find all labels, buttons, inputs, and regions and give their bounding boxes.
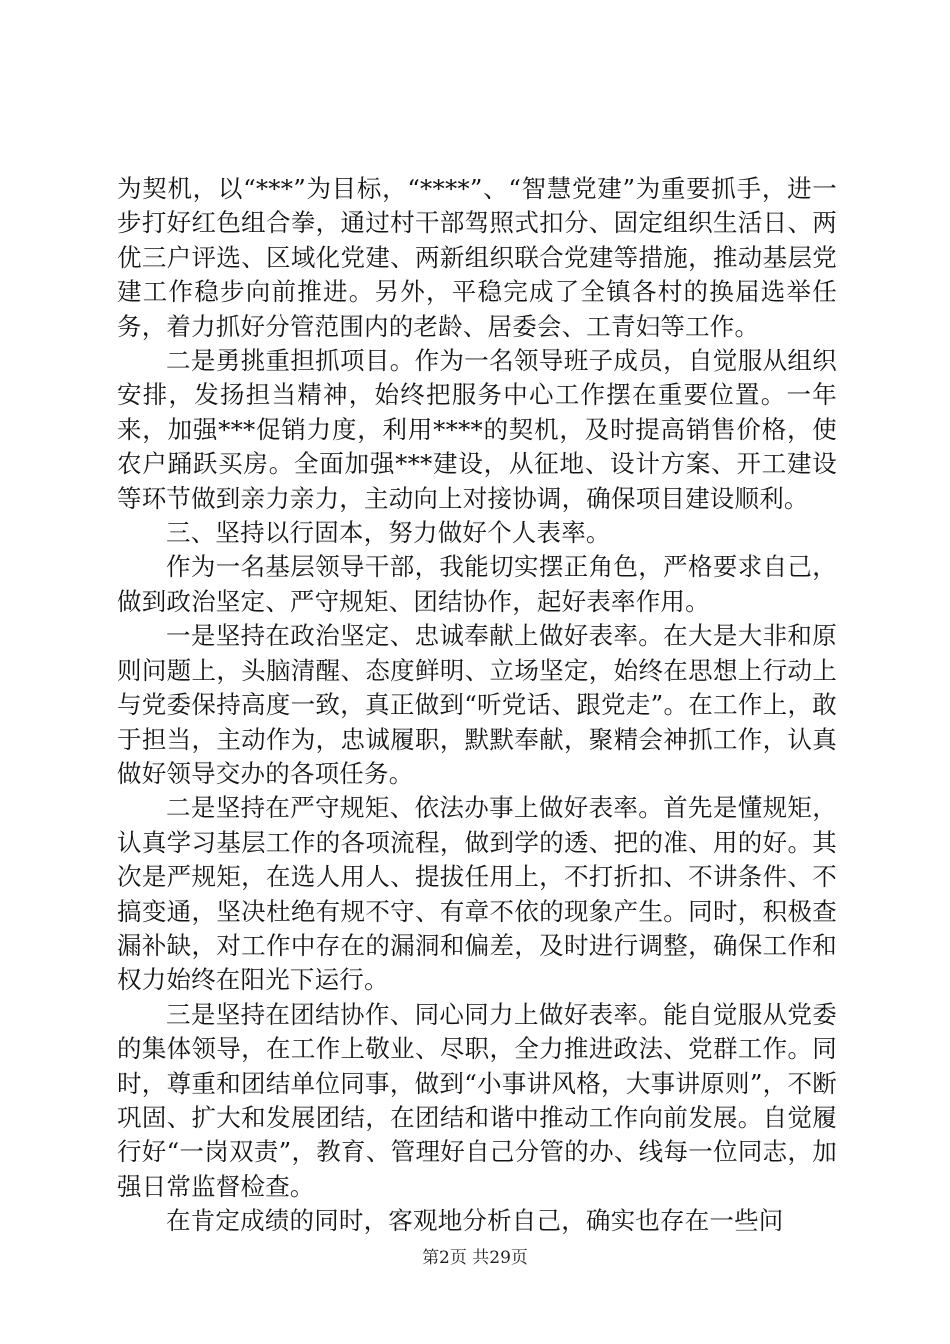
paragraph-unity: 三是坚持在团结协作、同心同力上做好表率。能自觉服从党委的集体领导，在工作上敬业、尽职，全力推进政法、党群工作。同时，尊重和团结单位同事，做到“小事讲风格，大事讲原则”，不断巩固、扩大和发展团结，在团结和谐中推动工作向前发展。自觉履行好“一岗双责”，教育、管理好自己分管的办、线每一位同志，加强日常监督检查。	[117, 999, 837, 1201]
paragraph-political-loyalty: 一是坚持在政治坚定、忠诚奉献上做好表率。在大是大非和原则问题上，头脑清醒、态度鲜明、立场坚定，始终在思想上行动上与党委保持高度一致，真正做到“听党话、跟党走”。在工作上，敢于担当，主动作为，忠诚履职，默默奉献，聚精会神抓工作，认真做好领导交办的各项任务。	[117, 621, 837, 788]
paragraph-rules-law: 二是坚持在严守规矩、依法办事上做好表率。首先是懂规矩，认真学习基层工作的各项流程，做到学的透、把的准、用的好。其次是严规矩，在选人用人、提拔任用上，不打折扣、不讲条件、不搞变通，坚决杜绝有规不守、有章不依的现象产生。同时，积极查漏补缺，对工作中存在的漏洞和偏差，及时进行调整，确保工作和权力始终在阳光下运行。	[117, 793, 837, 995]
paragraph-role-model: 作为一名基层领导干部，我能切实摆正角色，严格要求自己，做到政治坚定、严守规矩、团结协作，起好表率作用。	[117, 552, 837, 616]
page-number-footer: 第2页 共29页	[422, 1248, 528, 1268]
paragraph-projects: 二是勇挑重担抓项目。作为一名领导班子成员，自觉服从组织安排，发扬担当精神，始终把服务中心工作摆在重要位置。一年来，加强***促销力度，利用****的契机，及时提高销售价格，使农户踊跃买房。全面加强***建设，从征地、设计方案、开工建设等环节做到亲力亲力，主动向上对接协调，确保项目建设顺利。	[117, 346, 837, 513]
paragraph-continuation: 为契机，以“***”为目标，“****”、“智慧党建”为重要抓手，进一步打好红色组合拳，通过村干部驾照式扣分、固定组织生活日、两优三户评选、区域化党建、两新组织联合党建等措施，推动基层党建工作稳步向前推进。另外，平稳完成了全镇各村的换届选举任务，着力抓好分管范围内的老龄、居委会、工青妇等工作。	[117, 174, 837, 341]
section-heading-three: 三、坚持以行固本，努力做好个人表率。	[166, 518, 611, 548]
paragraph-self-analysis: 在肯定成绩的同时，客观地分析自己，确实也存在一些问	[166, 1206, 784, 1236]
document-body	[117, 172, 837, 1239]
